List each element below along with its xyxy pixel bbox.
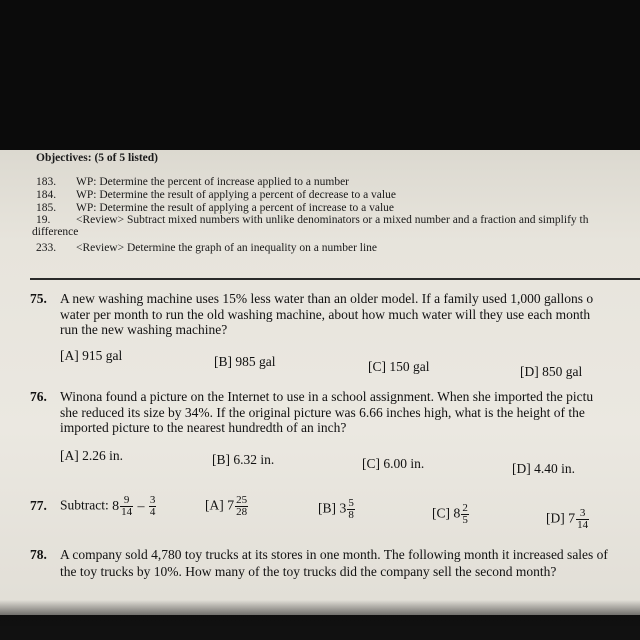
worksheet-page: [0, 150, 640, 615]
objective-wrap-text: difference: [32, 226, 79, 238]
answer-choice-d[interactable]: [D] 7 $\frac{3}{14}$: [546, 507, 589, 531]
question-number: 75.: [30, 291, 47, 306]
objective-item: 19. <Review> Subtract mixed numbers with unlike denominators or a mixed number and a fraction and simplify th: [36, 214, 589, 226]
answer-choice-a[interactable]: [A] 2.26 in.: [60, 448, 123, 463]
answer-choice-a[interactable]: [A] 915 gal: [60, 348, 123, 363]
question-text-line: the toy trucks by 10%. How many of the toy trucks did the company sell the second month?: [60, 564, 557, 579]
question-text-line: imported picture to the nearest hundredth of an inch?: [60, 420, 347, 435]
subtract-expression: 8 $\frac{9}{14}$ – $\frac{3}{4}$: [112, 494, 156, 518]
photo-shadow: [0, 600, 640, 640]
question-text-line: she reduced its size by 34%. If the original picture was 6.66 inches high, what is the height of the: [60, 405, 585, 420]
objective-item: 183. WP: Determine the percent of increase applied to a number: [36, 176, 350, 188]
fraction: $\frac{3}{4}$: [149, 494, 156, 518]
question-number: 77.: [30, 497, 47, 513]
answer-choice-c[interactable]: [C] 6.00 in.: [362, 456, 425, 471]
answer-choice-b[interactable]: [B] 985 gal: [214, 354, 276, 369]
answer-choice-c[interactable]: [C] 150 gal: [368, 359, 430, 374]
fraction: $\frac{9}{14}$: [121, 494, 133, 518]
question-text-line: A company sold 4,780 toy trucks at its stores in one month. The following month it increased sales of: [60, 547, 608, 562]
question-text-line: A new washing machine uses 15% less water than an older model. If a family used 1,000 gallons o: [60, 291, 594, 306]
answer-choice-b[interactable]: [B] 6.32 in.: [212, 452, 275, 467]
fraction: $\frac{25}{28}$: [236, 494, 248, 518]
minus-sign: –: [137, 498, 145, 514]
question-text-line: run the new washing machine?: [60, 322, 228, 337]
question-prompt: Subtract:: [60, 497, 109, 513]
answer-choice-a[interactable]: [A] 7 $\frac{25}{28}$: [205, 494, 248, 518]
section-divider: [30, 278, 640, 280]
answer-choice-d[interactable]: [D] 4.40 in.: [512, 461, 575, 476]
answer-choice-c[interactable]: [C] 8 $\frac{2}{5}$: [432, 502, 468, 526]
fraction: $\frac{3}{14}$: [577, 507, 589, 531]
objective-item: 233. <Review> Determine the graph of an inequality on a number line: [36, 242, 378, 254]
question-number: 78.: [30, 547, 47, 562]
fraction: $\frac{2}{5}$: [462, 502, 468, 526]
question-number: 76.: [30, 389, 47, 404]
fraction: $\frac{5}{8}$: [348, 497, 354, 521]
answer-choice-d[interactable]: [D] 850 gal: [520, 364, 583, 379]
question-text-line: Winona found a picture on the Internet to use in a school assignment. When she imported the pictu: [60, 389, 594, 404]
answer-choice-b[interactable]: [B] 3 $\frac{5}{8}$: [318, 497, 354, 521]
objective-item: 184. WP: Determine the result of applying a percent of decrease to a value: [36, 189, 396, 201]
question-text-line: water per month to run the old washing machine, about how much water will they use each month: [60, 307, 591, 322]
objectives-header: Objectives: (5 of 5 listed): [36, 152, 158, 164]
objective-item: 185. WP: Determine the result of applying a percent of increase to a value: [36, 202, 395, 214]
